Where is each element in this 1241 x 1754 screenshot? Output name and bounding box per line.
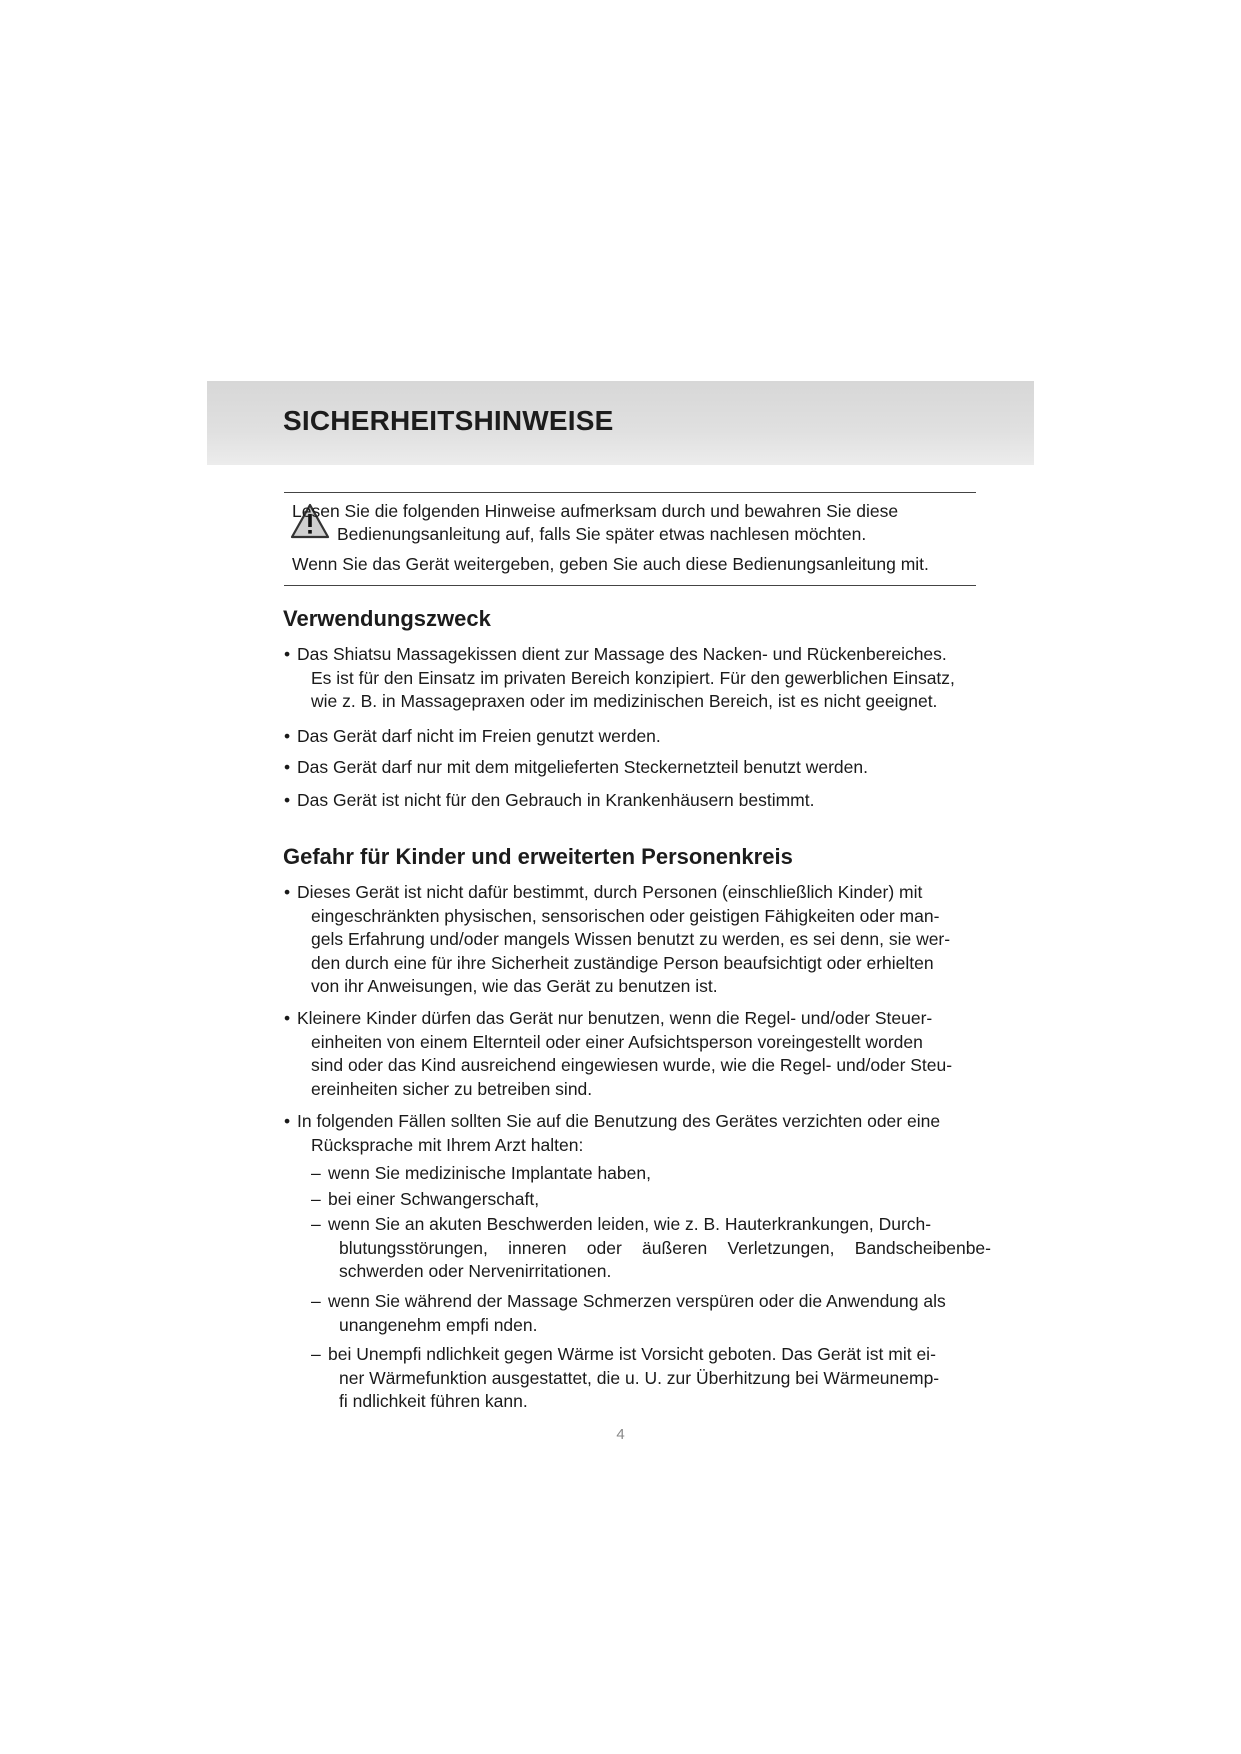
text-line: wie z. B. in Massagepraxen oder im medizinischen Bereich, ist es nicht geeignet. <box>311 691 938 711</box>
text-line: wenn Sie während der Massage Schmerzen verspüren oder die Anwendung als <box>328 1291 946 1311</box>
text-line: wenn Sie an akuten Beschwerden leiden, wie z. B. Hauterkrankungen, Durch- <box>328 1214 932 1234</box>
bullet-icon: • <box>284 726 291 746</box>
sub-list-item <box>311 1213 991 1284</box>
list-item <box>283 1110 989 1157</box>
text-line: ereinheiten sicher zu betreiben sind. <box>311 1078 593 1099</box>
notice-line-2: Bedienungsanleitung auf, falls Sie später etwas nachlesen möchten. <box>337 524 867 544</box>
notice-line-3: Wenn Sie das Gerät weitergeben, geben Sie auch diese Bedienungsanleitung mit. <box>292 554 929 574</box>
text-line: sind oder das Kind ausreichend eingewiesen wurde, wie die Regel- und/oder Steu- <box>311 1055 953 1075</box>
dash-icon: – <box>311 1163 321 1183</box>
text-line: Das Shiatsu Massagekissen dient zur Massage des Nacken- und Rückenbereiches. <box>297 644 947 664</box>
text-line: Das Gerät darf nur mit dem mitgelieferten Steckernetzteil benutzt werden. <box>297 757 868 777</box>
list-item <box>283 643 989 714</box>
bullet-icon: • <box>284 882 291 902</box>
text-line: einheiten von einem Elternteil oder einer Aufsichtsperson voreingestellt worden <box>311 1031 923 1052</box>
text-line: Dieses Gerät ist nicht dafür bestimmt, durch Personen (einschließlich Kinder) mit <box>297 882 923 902</box>
bullet-icon: • <box>284 790 291 810</box>
text-line: eingeschränkten physischen, sensorischen oder geistigen Fähigkeiten oder man- <box>311 905 940 926</box>
notice-line-1: Lesen Sie die folgenden Hinweise aufmerksam durch und bewahren Sie diese <box>292 501 899 521</box>
list-item <box>283 756 989 780</box>
safety-notice <box>284 492 976 586</box>
sub-list-item <box>311 1290 991 1337</box>
text-line: von ihr Anweisungen, wie das Gerät zu benutzen ist. <box>311 976 718 996</box>
text-line: fi ndlichkeit führen kann. <box>339 1391 528 1411</box>
bullet-icon: • <box>284 757 291 777</box>
page-title: SICHERHEITSHINWEISE <box>283 405 614 436</box>
sub-list-item <box>311 1162 991 1186</box>
text-line: Das Gerät ist nicht für den Gebrauch in Krankenhäusern bestimmt. <box>297 790 815 810</box>
sub-list-item <box>311 1188 991 1212</box>
text-line: Kleinere Kinder dürfen das Gerät nur benutzen, wenn die Regel- und/oder Steuer- <box>297 1008 933 1028</box>
text-line: Das Gerät darf nicht im Freien genutzt werden. <box>297 726 661 746</box>
text-line: In folgenden Fällen sollten Sie auf die Benutzung des Gerätes verzichten oder eine <box>297 1111 941 1131</box>
page-number: 4 <box>616 1426 625 1443</box>
text-line: bei Unempfi ndlichkeit gegen Wärme ist Vorsicht geboten. Das Gerät ist mit ei- <box>328 1344 936 1364</box>
bullet-icon: • <box>284 1008 291 1028</box>
list-item <box>283 1007 989 1101</box>
list-item <box>283 725 989 749</box>
text-line: ner Wärmefunktion ausgestattet, die u. U. zur Überhitzung bei Wärmeunemp- <box>339 1367 940 1388</box>
list-item <box>283 881 989 999</box>
sub-list-item <box>311 1343 991 1414</box>
header-band <box>207 381 1034 465</box>
bullet-icon: • <box>284 1111 291 1131</box>
section-heading-gefahr: Gefahr für Kinder und erweiterten Personenkreis <box>283 844 793 869</box>
text-line: gels Erfahrung und/oder mangels Wissen benutzt zu werden, es sei denn, sie wer- <box>311 929 951 949</box>
text-line: Es ist für den Einsatz im privaten Bereich konzipiert. Für den gewerblichen Einsatz, <box>311 667 955 688</box>
text-line: Rücksprache mit Ihrem Arzt halten: <box>311 1134 584 1155</box>
bullet-icon: • <box>284 644 291 664</box>
text-line: bei einer Schwangerschaft, <box>328 1189 540 1209</box>
dash-icon: – <box>311 1214 321 1234</box>
text-line: wenn Sie medizinische Implantate haben, <box>328 1163 651 1183</box>
dash-icon: – <box>311 1189 321 1209</box>
dash-icon: – <box>311 1291 321 1311</box>
list-item <box>283 789 989 813</box>
text-line: unangenehm empfi nden. <box>339 1314 538 1335</box>
text-line: blutungsstörungen, inneren oder äußeren Verletzungen, Bandscheibenbe- <box>339 1237 991 1258</box>
section-heading-verwendungszweck: Verwendungszweck <box>283 606 491 631</box>
dash-icon: – <box>311 1344 321 1364</box>
text-line: den durch eine für ihre Sicherheit zuständige Person beaufsichtigt oder erhielten <box>311 952 934 973</box>
text-line: schwerden oder Nervenirritationen. <box>339 1261 612 1281</box>
